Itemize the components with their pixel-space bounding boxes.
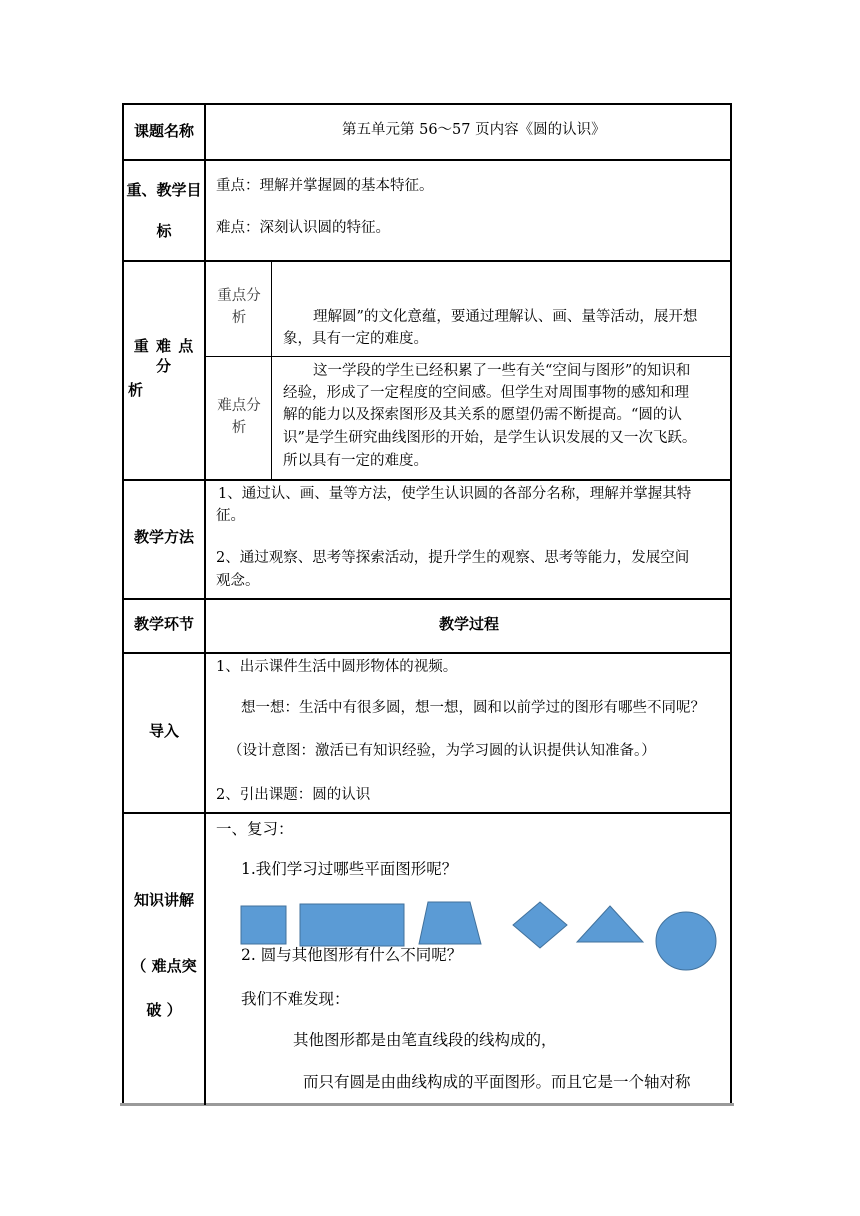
key-analysis-line1: 理解圆”的文化意蕴，要通过理解认、画、量等活动，展开想 [313,309,698,325]
observation-line-1: 其他图形都是由笔直线段的线构成的， [293,1031,557,1049]
intro-label: 导入 [148,722,179,740]
triangle-shape [577,906,643,942]
intro-line: 2、引出课题：圆的认识 [216,787,371,803]
table-bottom-rule [120,1103,734,1106]
analysis-label-line1: 重 难 点 分 [133,337,195,375]
observation-intro: 我们不难发现： [241,990,350,1008]
key-analysis-sublabel-line1: 重点分 [217,288,261,304]
objectives-label-line2: 标 [156,222,172,240]
key-analysis-line2: 象，具有一定的难度。 [283,331,428,347]
objectives-label-line1: 重、教学目 [126,181,202,199]
knowledge-label-line2: （ 难点突 [131,957,197,975]
difficult-analysis-line: 识”是学生研究曲线图形的开始，是学生认识发展的又一次飞跃。 [283,430,697,446]
intro-line: （设计意图：激活已有知识经验，为学习圆的认识提供认知准备。） [228,743,656,759]
difficult-analysis-line: 经验，形成了一定程度的空间感。但学生对周围事物的感知和理 [283,385,689,401]
review-heading: 一、复习： [216,820,294,838]
review-question-1: 1.我们学习过哪些平面图形呢？ [241,860,458,878]
methods-line: 2、通过观察、思考等探索活动，提升学生的观察、思考等能力，发展空间 [216,550,690,566]
methods-line: 1、通过认、画、量等方法，使学生认识圆的各部分名称，理解并掌握其特 [218,486,692,502]
circle-shape [656,912,716,970]
difficult-analysis-sublabel-line2: 析 [231,420,247,436]
key-analysis-sublabel-line2: 析 [231,310,247,326]
square-shape [241,906,286,944]
key-point-text: 重点：理解并掌握圆的基本特征。 [216,178,434,194]
intro-line: 1、出示课件生活中圆形物体的视频。 [216,659,458,675]
difficult-analysis-line: 这一学段的学生已经积累了一些有关“空间与图形”的知识和 [313,363,691,379]
trapezoid-shape [419,902,481,944]
analysis-label-line2: 析 [128,381,144,399]
rectangle-shape [300,904,404,946]
difficult-analysis-sublabel-line1: 难点分 [217,398,261,414]
intro-line: 想一想：生活中有很多圆，想一想，圆和以前学过的图形有哪些不同呢？ [241,700,705,716]
review-question-2: 2. 圆与其他图形有什么不同呢？ [241,946,463,964]
difficult-analysis-line: 所以具有一定的难度。 [283,453,428,469]
title-row-label: 课题名称 [133,122,194,140]
methods-line: 征。 [216,508,245,524]
methods-label: 教学方法 [133,528,194,546]
knowledge-label-line3: 破 ） [146,1001,182,1019]
title-row-value: 第五单元第 56～57 页内容《圆的认识》 [342,122,606,138]
methods-line: 观念。 [216,573,260,589]
rhombus-shape [513,902,567,948]
process-stage-header: 教学环节 [133,615,194,633]
observation-line-2: 而只有圆是由曲线构成的平面图形。而且它是一个轴对称 [303,1073,691,1091]
difficult-point-text: 难点：深刻认识圆的特征。 [216,220,390,236]
process-content-header: 教学过程 [438,615,499,633]
knowledge-label-line1: 知识讲解 [133,891,194,909]
difficult-analysis-line: 解的能力以及探索图形及其关系的愿望仍需不断提高。“圆的认 [283,407,682,423]
